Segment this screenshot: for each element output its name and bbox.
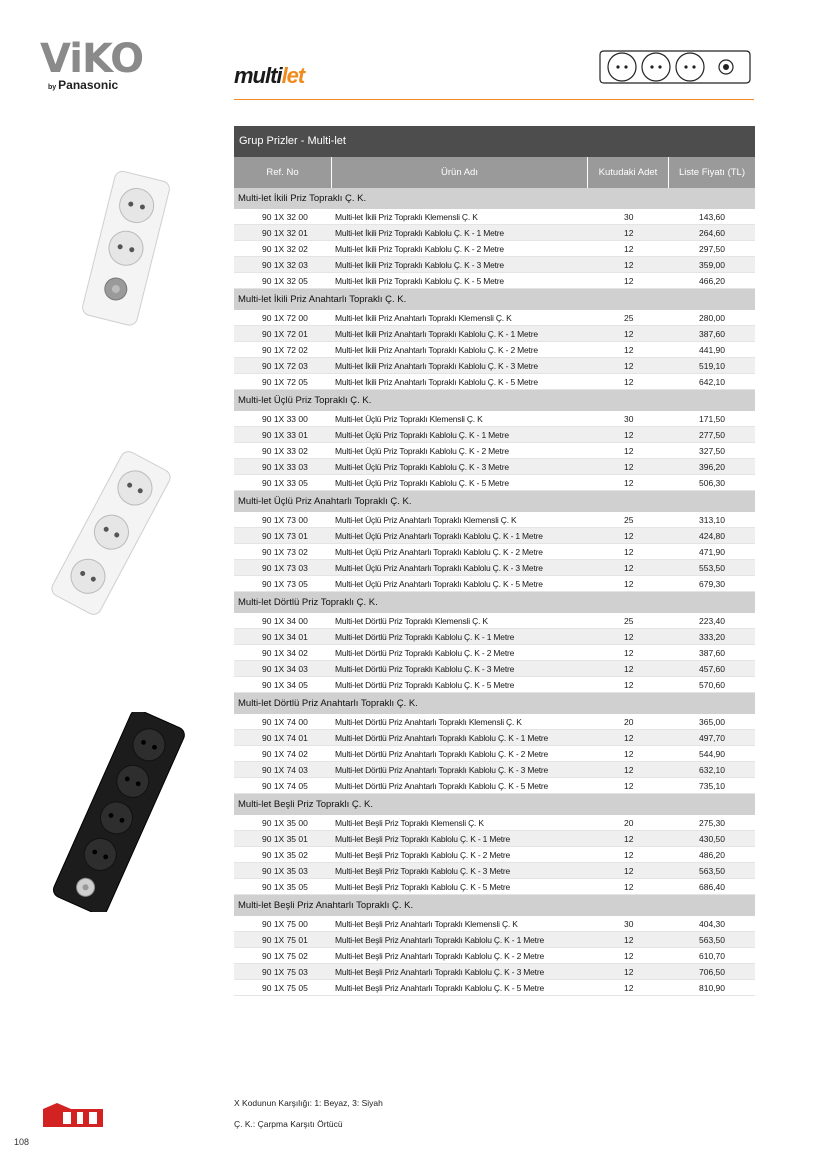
name-cell: Multi-let Dörtlü Priz Topraklı Klemensli Ç. K [335, 616, 488, 626]
qty-cell: 12 [624, 462, 634, 472]
ref-cell: 90 1X 74 05 [262, 781, 308, 791]
price-cell: 264,60 [699, 228, 725, 238]
qty-cell: 12 [624, 260, 634, 270]
name-cell: Multi-let Üçlü Priz Anahtarlı Topraklı Kablolu Ç. K - 2 Metre [335, 547, 543, 557]
table-row [234, 879, 755, 895]
ref-cell: 90 1X 75 03 [262, 967, 308, 977]
table-row [234, 677, 755, 693]
name-cell: Multi-let Üçlü Priz Topraklı Kablolu Ç. K - 2 Metre [335, 446, 509, 456]
ref-cell: 90 1X 74 00 [262, 717, 308, 727]
name-cell: Multi-let Üçlü Priz Anahtarlı Topraklı Kablolu Ç. K - 3 Metre [335, 563, 543, 573]
table-row [234, 427, 755, 443]
qty-cell: 12 [624, 430, 634, 440]
multilet-logo: multilet [234, 63, 305, 88]
qty-cell: 12 [624, 850, 634, 860]
name-cell: Multi-let Beşli Priz Topraklı Kablolu Ç. K - 3 Metre [335, 866, 511, 876]
ref-cell: 90 1X 35 03 [262, 866, 308, 876]
ref-cell: 90 1X 33 01 [262, 430, 308, 440]
ref-cell: 90 1X 34 05 [262, 680, 308, 690]
table-row [234, 746, 755, 762]
table-row [234, 459, 755, 475]
table-row [234, 762, 755, 778]
ref-cell: 90 1X 74 03 [262, 765, 308, 775]
ref-cell: 90 1X 72 03 [262, 361, 308, 371]
price-cell: 466,20 [699, 276, 725, 286]
table-row [234, 374, 755, 390]
price-cell: 404,30 [699, 919, 725, 929]
table-row [234, 411, 755, 427]
price-cell: 313,10 [699, 515, 725, 525]
ref-cell: 90 1X 35 02 [262, 850, 308, 860]
section-title: Multi-let İkili Priz Topraklı Ç. K. [234, 188, 755, 209]
price-cell: 396,20 [699, 462, 725, 472]
name-cell: Multi-let Dörtlü Priz Anahtarlı Topraklı Klemensli Ç. K [335, 717, 522, 727]
qty-cell: 12 [624, 345, 634, 355]
viko-logo [40, 38, 160, 100]
brand-badge-icon [43, 1103, 103, 1127]
table-row [234, 831, 755, 847]
table-row [234, 714, 755, 730]
qty-cell: 12 [624, 664, 634, 674]
name-cell: Multi-let Dörtlü Priz Anahtarlı Topraklı Kablolu Ç. K - 5 Metre [335, 781, 549, 791]
price-cell: 171,50 [699, 414, 725, 424]
ref-cell: 90 1X 34 00 [262, 616, 308, 626]
qty-cell: 12 [624, 244, 634, 254]
table-row [234, 661, 755, 677]
price-cell: 441,90 [699, 345, 725, 355]
price-cell: 519,10 [699, 361, 725, 371]
table-row [234, 916, 755, 932]
ref-cell: 90 1X 73 00 [262, 515, 308, 525]
table-header [234, 157, 755, 188]
table-row [234, 475, 755, 491]
page-number: 108 [14, 1137, 30, 1147]
ref-cell: 90 1X 74 01 [262, 733, 308, 743]
qty-cell: 30 [624, 919, 634, 929]
table-row [234, 730, 755, 746]
price-cell: 387,60 [699, 648, 725, 658]
qty-cell: 12 [624, 361, 634, 371]
price-cell: 706,50 [699, 967, 725, 977]
table-row [234, 576, 755, 592]
price-cell: 632,10 [699, 765, 725, 775]
name-cell: Multi-let Üçlü Priz Topraklı Kablolu Ç. K - 1 Metre [335, 430, 509, 440]
table-row [234, 778, 755, 794]
table-row [234, 241, 755, 257]
table-body [234, 188, 755, 996]
price-cell: 280,00 [699, 313, 725, 323]
qty-cell: 12 [624, 733, 634, 743]
white-triple-socket-image [36, 448, 186, 618]
table-row [234, 980, 755, 996]
ref-cell: 90 1X 73 03 [262, 563, 308, 573]
table-row [234, 932, 755, 948]
price-cell: 563,50 [699, 866, 725, 876]
table-row [234, 310, 755, 326]
qty-cell: 20 [624, 717, 634, 727]
qty-cell: 12 [624, 377, 634, 387]
qty-cell: 25 [624, 616, 634, 626]
price-cell: 497,70 [699, 733, 725, 743]
qty-cell: 12 [624, 935, 634, 945]
qty-cell: 12 [624, 531, 634, 541]
price-cell: 563,50 [699, 935, 725, 945]
qty-cell: 12 [624, 781, 634, 791]
table-row [234, 512, 755, 528]
name-cell: Multi-let Dörtlü Priz Topraklı Kablolu Ç. K - 3 Metre [335, 664, 515, 674]
name-cell: Multi-let Beşli Priz Topraklı Kablolu Ç. K - 5 Metre [335, 882, 511, 892]
table-row [234, 342, 755, 358]
name-cell: Multi-let Dörtlü Priz Topraklı Kablolu Ç. K - 2 Metre [335, 648, 515, 658]
price-cell: 679,30 [699, 579, 725, 589]
name-cell: Multi-let Üçlü Priz Topraklı Kablolu Ç. K - 3 Metre [335, 462, 509, 472]
price-cell: 143,60 [699, 212, 725, 222]
qty-cell: 12 [624, 632, 634, 642]
ref-cell: 90 1X 32 02 [262, 244, 308, 254]
qty-cell: 25 [624, 313, 634, 323]
table-row [234, 629, 755, 645]
price-cell: 810,90 [699, 983, 725, 993]
name-cell: Multi-let Dörtlü Priz Topraklı Kablolu Ç. K - 5 Metre [335, 680, 515, 690]
price-cell: 333,20 [699, 632, 725, 642]
section-title: Multi-let Üçlü Priz Topraklı Ç. K. [234, 390, 755, 411]
table-row [234, 964, 755, 980]
price-cell: 387,60 [699, 329, 725, 339]
table-row [234, 613, 755, 629]
name-cell: Multi-let İkili Priz Topraklı Kablolu Ç. K - 1 Metre [335, 228, 504, 238]
ref-cell: 90 1X 34 02 [262, 648, 308, 658]
qty-cell: 12 [624, 228, 634, 238]
ref-cell: 90 1X 72 02 [262, 345, 308, 355]
name-cell: Multi-let Üçlü Priz Topraklı Klemensli Ç. K [335, 414, 483, 424]
ref-cell: 90 1X 32 05 [262, 276, 308, 286]
name-cell: Multi-let Üçlü Priz Anahtarlı Topraklı Kablolu Ç. K - 1 Metre [335, 531, 543, 541]
header-price: Liste Fiyatı (TL) [679, 167, 745, 178]
ref-cell: 90 1X 32 01 [262, 228, 308, 238]
name-cell: Multi-let Dörtlü Priz Anahtarlı Topraklı Kablolu Ç. K - 3 Metre [335, 765, 549, 775]
name-cell: Multi-let Üçlü Priz Topraklı Kablolu Ç. K - 5 Metre [335, 478, 509, 488]
black-quad-socket-switch-image [28, 712, 208, 912]
table-row [234, 443, 755, 459]
qty-cell: 25 [624, 515, 634, 525]
ref-cell: 90 1X 33 05 [262, 478, 308, 488]
name-cell: Multi-let İkili Priz Anahtarlı Topraklı Kablolu Ç. K - 5 Metre [335, 377, 538, 387]
name-cell: Multi-let Üçlü Priz Anahtarlı Topraklı Kablolu Ç. K - 5 Metre [335, 579, 543, 589]
table-row [234, 948, 755, 964]
name-cell: Multi-let İkili Priz Anahtarlı Topraklı Kablolu Ç. K - 1 Metre [335, 329, 538, 339]
section-title: Multi-let Dörtlü Priz Topraklı Ç. K. [234, 592, 755, 613]
ref-cell: 90 1X 75 02 [262, 951, 308, 961]
price-cell: 359,00 [699, 260, 725, 270]
table-row [234, 209, 755, 225]
ref-cell: 90 1X 72 05 [262, 377, 308, 387]
name-cell: Multi-let Beşli Priz Anahtarlı Topraklı Kablolu Ç. K - 3 Metre [335, 967, 545, 977]
qty-cell: 12 [624, 446, 634, 456]
qty-cell: 20 [624, 818, 634, 828]
name-cell: Multi-let Beşli Priz Anahtarlı Topraklı Kablolu Ç. K - 1 Metre [335, 935, 545, 945]
table-row [234, 273, 755, 289]
ref-cell: 90 1X 33 00 [262, 414, 308, 424]
price-cell: 365,00 [699, 717, 725, 727]
price-cell: 457,60 [699, 664, 725, 674]
table-title: Grup Prizler - Multi-let [234, 126, 755, 157]
price-cell: 424,80 [699, 531, 725, 541]
qty-cell: 12 [624, 834, 634, 844]
price-cell: 570,60 [699, 680, 725, 690]
price-cell: 553,50 [699, 563, 725, 573]
ref-cell: 90 1X 35 00 [262, 818, 308, 828]
table-row [234, 326, 755, 342]
ref-cell: 90 1X 73 02 [262, 547, 308, 557]
name-cell: Multi-let Beşli Priz Topraklı Kablolu Ç. K - 1 Metre [335, 834, 511, 844]
name-cell: Multi-let İkili Priz Anahtarlı Topraklı Kablolu Ç. K - 2 Metre [335, 345, 538, 355]
table-row [234, 528, 755, 544]
table-row [234, 847, 755, 863]
ref-cell: 90 1X 33 02 [262, 446, 308, 456]
table-row [234, 863, 755, 879]
table-row [234, 257, 755, 273]
price-cell: 277,50 [699, 430, 725, 440]
ref-cell: 90 1X 73 01 [262, 531, 308, 541]
ref-cell: 90 1X 72 01 [262, 329, 308, 339]
name-cell: Multi-let İkili Priz Topraklı Kablolu Ç. K - 5 Metre [335, 276, 504, 286]
name-cell: Multi-let Dörtlü Priz Topraklı Kablolu Ç. K - 1 Metre [335, 632, 515, 642]
name-cell: Multi-let İkili Priz Topraklı Kablolu Ç. K - 3 Metre [335, 260, 504, 270]
price-table [234, 126, 755, 996]
name-cell: Multi-let Beşli Priz Anahtarlı Topraklı Kablolu Ç. K - 2 Metre [335, 951, 545, 961]
price-cell: 430,50 [699, 834, 725, 844]
name-cell: Multi-let İkili Priz Anahtarlı Topraklı Klemensli Ç. K [335, 313, 512, 323]
section-title: Multi-let Beşli Priz Anahtarlı Topraklı Ç. K. [234, 895, 755, 916]
logo-wordmark: ViKO [40, 36, 144, 82]
name-cell: Multi-let Üçlü Priz Anahtarlı Topraklı Klemensli Ç. K [335, 515, 517, 525]
white-double-socket-image [70, 168, 180, 328]
qty-cell: 12 [624, 749, 634, 759]
qty-cell: 12 [624, 478, 634, 488]
qty-cell: 12 [624, 329, 634, 339]
price-cell: 297,50 [699, 244, 725, 254]
header-ref: Ref. No [234, 157, 332, 188]
name-cell: Multi-let İkili Priz Anahtarlı Topraklı Kablolu Ç. K - 3 Metre [335, 361, 538, 371]
price-cell: 610,70 [699, 951, 725, 961]
header-divider [234, 99, 754, 100]
price-cell: 506,30 [699, 478, 725, 488]
ref-cell: 90 1X 35 05 [262, 882, 308, 892]
price-cell: 223,40 [699, 616, 725, 626]
name-cell: Multi-let İkili Priz Topraklı Klemensli Ç. K [335, 212, 478, 222]
qty-cell: 12 [624, 276, 634, 286]
qty-cell: 12 [624, 765, 634, 775]
table-row [234, 815, 755, 831]
qty-cell: 12 [624, 547, 634, 557]
section-title: Multi-let Beşli Priz Topraklı Ç. K. [234, 794, 755, 815]
ref-cell: 90 1X 73 05 [262, 579, 308, 589]
header-qty: Kutudaki Adet [588, 157, 669, 188]
price-cell: 686,40 [699, 882, 725, 892]
section-title: Multi-let Üçlü Priz Anahtarlı Topraklı Ç. K. [234, 491, 755, 512]
ref-cell: 90 1X 74 02 [262, 749, 308, 759]
qty-cell: 12 [624, 983, 634, 993]
table-row [234, 225, 755, 241]
price-cell: 544,90 [699, 749, 725, 759]
header-name: Ürün Adı [332, 157, 588, 188]
name-cell: Multi-let Dörtlü Priz Anahtarlı Topraklı Kablolu Ç. K - 1 Metre [335, 733, 549, 743]
qty-cell: 12 [624, 967, 634, 977]
name-cell: Multi-let Beşli Priz Topraklı Klemensli Ç. K [335, 818, 484, 828]
qty-cell: 12 [624, 882, 634, 892]
qty-cell: 12 [624, 951, 634, 961]
qty-cell: 30 [624, 212, 634, 222]
name-cell: Multi-let Beşli Priz Anahtarlı Topraklı Kablolu Ç. K - 5 Metre [335, 983, 545, 993]
table-row [234, 358, 755, 374]
ref-cell: 90 1X 72 00 [262, 313, 308, 323]
ref-cell: 90 1X 35 01 [262, 834, 308, 844]
price-cell: 327,50 [699, 446, 725, 456]
ref-cell: 90 1X 75 05 [262, 983, 308, 993]
name-cell: Multi-let Dörtlü Priz Anahtarlı Topraklı Kablolu Ç. K - 2 Metre [335, 749, 549, 759]
logo-byline: by Panasonic [48, 78, 119, 92]
qty-cell: 12 [624, 648, 634, 658]
ref-cell: 90 1X 34 03 [262, 664, 308, 674]
ref-cell: 90 1X 75 00 [262, 919, 308, 929]
footnote-abbreviation: Ç. K.: Çarpma Karşıtı Örtücü [234, 1119, 343, 1129]
ref-cell: 90 1X 75 01 [262, 935, 308, 945]
qty-cell: 30 [624, 414, 634, 424]
name-cell: Multi-let Beşli Priz Topraklı Kablolu Ç. K - 2 Metre [335, 850, 511, 860]
name-cell: Multi-let Beşli Priz Anahtarlı Topraklı Klemensli Ç. K [335, 919, 518, 929]
qty-cell: 12 [624, 579, 634, 589]
qty-cell: 12 [624, 563, 634, 573]
table-row [234, 544, 755, 560]
section-title: Multi-let Dörtlü Priz Anahtarlı Topraklı Ç. K. [234, 693, 755, 714]
ref-cell: 90 1X 32 00 [262, 212, 308, 222]
section-title: Multi-let İkili Priz Anahtarlı Topraklı Ç. K. [234, 289, 755, 310]
price-cell: 471,90 [699, 547, 725, 557]
table-row [234, 645, 755, 661]
footnote-color-code: X Kodunun Karşılığı: 1: Beyaz, 3: Siyah [234, 1098, 383, 1108]
table-row [234, 560, 755, 576]
qty-cell: 12 [624, 680, 634, 690]
name-cell: Multi-let İkili Priz Topraklı Kablolu Ç. K - 2 Metre [335, 244, 504, 254]
power-strip-outline-icon [596, 47, 754, 87]
price-cell: 735,10 [699, 781, 725, 791]
price-cell: 275,30 [699, 818, 725, 828]
ref-cell: 90 1X 33 03 [262, 462, 308, 472]
ref-cell: 90 1X 32 03 [262, 260, 308, 270]
qty-cell: 12 [624, 866, 634, 876]
ref-cell: 90 1X 34 01 [262, 632, 308, 642]
price-cell: 642,10 [699, 377, 725, 387]
price-cell: 486,20 [699, 850, 725, 860]
